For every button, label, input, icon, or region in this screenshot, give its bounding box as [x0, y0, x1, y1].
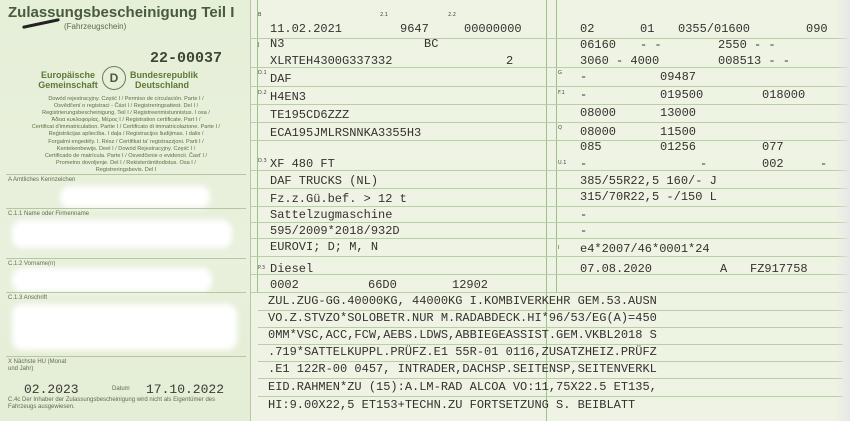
grid-row-line: [250, 206, 850, 207]
tyre-front: 385/55R22,5 160/- J: [580, 174, 717, 188]
divider: [6, 356, 246, 357]
field-code: P.3: [258, 265, 266, 271]
remark-line: .719*SATTELKUPPL.PRÜFZ.E1 55R-01 0116,ZUSATZHEIZ.PRÜFZ: [268, 345, 657, 359]
divider: [6, 258, 246, 259]
field-2-1: 9647: [400, 22, 429, 36]
body-code: BC: [424, 37, 439, 51]
vehicle-class: N3: [270, 37, 285, 51]
language-line: Άδεια κυκλοφορίας. Μέρος I / Registration certificate. Part I /: [51, 117, 201, 124]
field-p1-code: 0002: [270, 278, 299, 292]
remark-line: VO.Z.STVZO*SOLOBETR.NUR M.RADABDECK.HI*96/53/EG(A)=450: [268, 311, 657, 325]
field-code: 2.1: [380, 12, 388, 18]
vin: XLRTEH4300G337332: [270, 54, 393, 68]
vin-check-digit: 2: [506, 54, 514, 68]
field-s2b: 002: [762, 157, 784, 171]
field-dash-t: -: [580, 208, 588, 222]
certificate-left-panel: [0, 0, 251, 421]
divider: [6, 292, 246, 293]
redacted-first-name: [12, 268, 212, 292]
field-w2b: 11500: [660, 125, 697, 139]
grid-row-line: [250, 86, 850, 87]
label-plate: A Amtliches Kennzeichen: [8, 177, 76, 183]
field-01: 01: [640, 22, 655, 36]
remark-line: 0MM*VSC,ACC,FCW,AEBS.LDWS,ABBIEGEASSIST.GEM.VKBL2018 S: [268, 328, 657, 342]
label-name: C.1.1 Name oder Firmenname: [8, 211, 90, 217]
country-label: Bundesrepublik Deutschland: [130, 70, 199, 90]
field-code: B: [258, 12, 262, 18]
field-q1: 085: [580, 140, 602, 154]
document-title: Zulassungsbescheinigung Teil I: [8, 4, 235, 21]
divider: [6, 208, 246, 209]
field-code: G: [558, 70, 562, 76]
country-code-emblem: D: [102, 66, 126, 90]
field-dash: - -: [640, 38, 662, 52]
language-line: Kentekenbewijs. Deel I / Dowód Rejestracyjny. Część I /: [56, 145, 196, 152]
remark-line: ZUL.ZUG-GG.40000KG, 44000KG I.KOMBIVERKEHR GEM.53.AUSN: [268, 294, 657, 308]
version: ECA195JMLRSNNKA3355H3: [270, 126, 422, 140]
grid-row-line: [250, 292, 850, 293]
vehicle-category: Fz.z.Gü.bef. > 12 t: [270, 192, 407, 206]
page-edge: [836, 0, 850, 421]
remark-divider: [258, 396, 843, 397]
field-02: 02: [580, 22, 595, 36]
field-w1: 08000: [580, 106, 617, 120]
field-06160: 06160: [580, 38, 617, 52]
redacted-address: [12, 304, 237, 350]
body-type: Sattelzugmaschine: [270, 208, 393, 222]
make: DAF: [270, 72, 292, 86]
owner-note: C.4c Der Inhaber der Zulassungsbescheinigung wird nicht als Eigentümer des Fahrzeugs ausgewiesen.: [8, 397, 216, 410]
language-line: Certificado de matrícula. Parte I / Osvedčenie o evidencii. Časť I /: [44, 152, 208, 159]
field-s2a: -: [700, 157, 708, 171]
field-w2: 08000: [580, 125, 617, 139]
language-line: Reģistrācijas apliecība. I daļa / Registracijos liudijimas. I dalis /: [48, 131, 204, 138]
first-registration-date: 11.02.2021: [270, 22, 343, 36]
max-speed: 090: [806, 22, 828, 36]
field-q2: 01256: [660, 140, 697, 154]
label-next-inspection: X Nächste HU (Monat und Jahr): [8, 359, 67, 372]
field-f2: 09487: [660, 70, 697, 84]
grid-row-line: [250, 104, 850, 105]
grid-row-line: [250, 170, 850, 171]
language-list: [6, 96, 246, 174]
field-code: D.3: [258, 158, 267, 164]
field-code: Q: [558, 125, 562, 131]
field-008513: 008513 - -: [718, 54, 791, 68]
grid-row-line: [250, 188, 850, 189]
document-number: 22-00037: [150, 50, 223, 67]
grid-row-line: [250, 238, 850, 239]
redacted-plate: [60, 186, 210, 208]
language-line: Forgalmi engedély. I. Rész / Certifikat ta' registrazzjoni. Parti I /: [48, 138, 204, 145]
field-w1b: 13000: [660, 106, 697, 120]
label-address: C.1.3 Anschrift: [8, 295, 48, 301]
field-g: -: [580, 70, 588, 84]
document-code: FZ917758: [750, 262, 808, 276]
remark-divider: [258, 378, 843, 379]
field-p1: 66D0: [368, 278, 397, 292]
displacement: 0355/01600: [678, 22, 751, 36]
field-code: U.1: [558, 160, 567, 166]
label-date: Datum: [112, 386, 130, 392]
field-g-dash: -: [580, 88, 588, 102]
eu-label: Europäische Gemeinschaft: [38, 70, 98, 90]
divider: [6, 174, 246, 175]
field-3060: 3060 - 4000: [580, 54, 660, 68]
field-f1: 019500: [660, 88, 704, 102]
language-line: Dowód rejestracyjny. Część I / Permiso de circulación. Parte I /: [48, 96, 204, 102]
grid-row-line: [250, 222, 850, 223]
manufacturer: DAF TRUCKS (NL): [270, 174, 379, 188]
language-line: Registrierungsbescheinigung. Teil I / Registreerimistunnistus. I osa /: [42, 110, 210, 117]
field-q3: 077: [762, 140, 784, 154]
grid-row-line: [250, 122, 850, 123]
registration-date: 07.08.2020: [580, 262, 653, 276]
variant: TE195CD6ZZZ: [270, 108, 350, 122]
field-2550: 2550 - -: [718, 38, 776, 52]
emission-class: 595/2009*2018/932D: [270, 224, 400, 238]
label-first-name: C.1.2 Vorname(n): [8, 261, 56, 267]
tyre-rear: 315/70R22,5 -/150 L: [580, 190, 717, 204]
document-subtitle: (Fahrzeugschein): [64, 22, 127, 31]
field-code: J: [258, 42, 260, 48]
language-line: Registreringsbevis. Del I: [95, 166, 157, 173]
field-p2: 12902: [452, 278, 489, 292]
field-f3: 018000: [762, 88, 806, 102]
type: H4EN3: [270, 90, 307, 104]
grid-row-line: [250, 140, 850, 141]
field-code: F.1: [558, 90, 565, 96]
field-code: I: [558, 245, 560, 251]
field-s1: -: [580, 157, 588, 171]
language-line: Osvědčení o registraci - Část I / Registreringsattest. Del I /: [53, 103, 199, 110]
field-code: 2.2: [448, 12, 456, 18]
grid-row-line: [250, 256, 850, 257]
remark-line: .E1 122R-00 0457, INTRADER,DACHSP.SEITENSP,SEITENVERKL: [268, 362, 657, 376]
commercial-name: XF 480 FT: [270, 157, 335, 171]
emission-standard: EUROVI; D; M, N: [270, 240, 379, 254]
remark-line: HI:9.00X22,5 ET153+TECHN.ZU FORTSETZUNG S. BEIBLATT: [268, 398, 636, 412]
type-approval-number: e4*2007/46*0001*24: [580, 242, 710, 256]
next-inspection-value: 02.2023: [24, 382, 79, 397]
grid-column-line: [556, 0, 560, 292]
language-line: Certificat d'immatriculation. Partie I / Certificato di immatricolazione. Parte I /: [31, 124, 221, 131]
field-code: D.2: [258, 90, 267, 96]
redacted-name: [12, 220, 232, 248]
field-a: A: [720, 262, 728, 276]
field-code: D.1: [258, 70, 267, 76]
language-line: Prometno dovoljenje. Del I / Rekisteröintitodistus. Osa I /: [56, 159, 196, 166]
issue-date-value: 17.10.2022: [146, 382, 225, 397]
field-s2c: -: [820, 157, 828, 171]
remark-line: EID.RAHMEN*ZU (15):A.LM-RAD ALCOA VO:11,75X22.5 ET135,: [268, 380, 657, 394]
field-dash-t2: -: [580, 224, 588, 238]
fuel-type: Diesel: [270, 262, 314, 276]
field-2-2: 00000000: [464, 22, 522, 36]
